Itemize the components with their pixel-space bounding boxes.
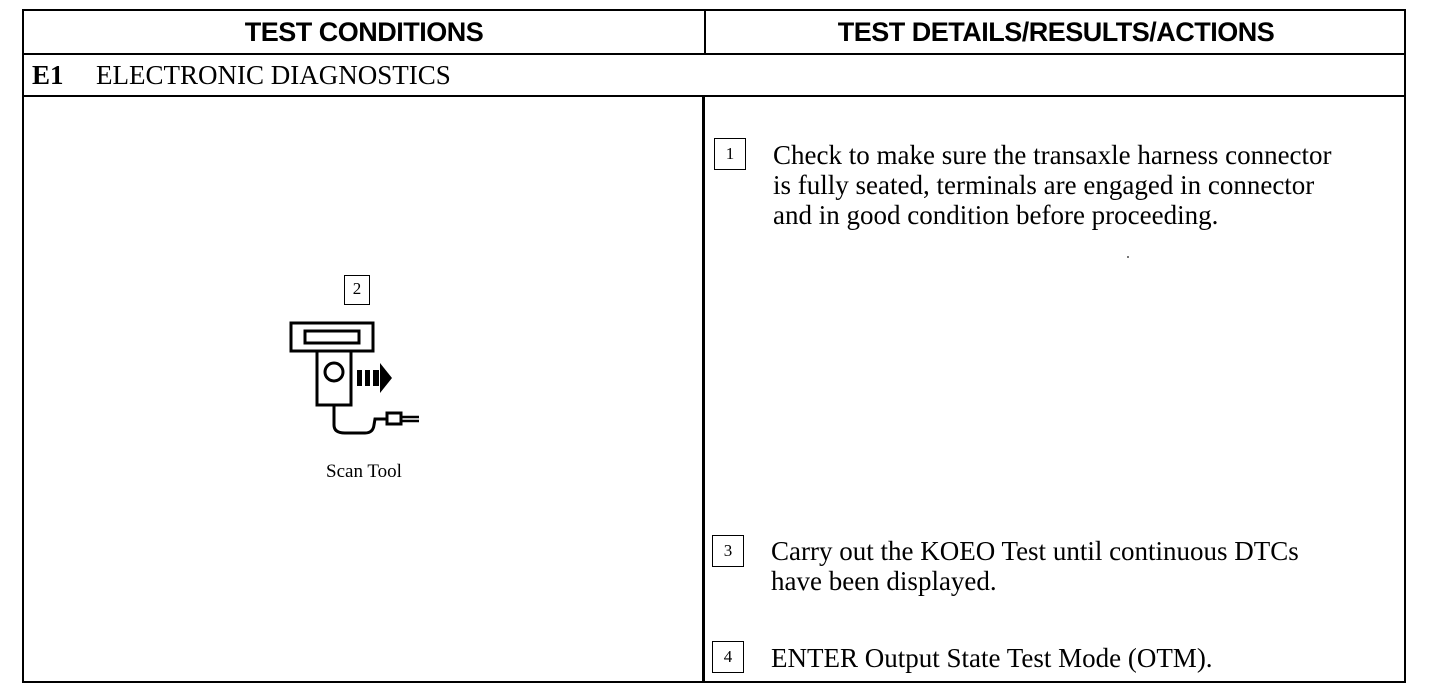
step-1-line-3: and in good condition before proceeding. [773, 200, 1219, 230]
test-conditions-header: TEST CONDITIONS [244, 17, 484, 47]
test-details-header: TEST DETAILS/RESULTS/ACTIONS [837, 17, 1275, 47]
test-procedure-table [22, 9, 1406, 683]
step-3-number-box: 3 [712, 535, 744, 567]
step-4-line-1: ENTER Output State Test Mode (OTM). [771, 643, 1213, 673]
column-divider [702, 97, 705, 683]
scan-tool-caption: Scan Tool [326, 461, 402, 482]
section-row [32, 55, 451, 95]
step-2-number-box: 2 [344, 275, 370, 305]
stray-mark [1127, 256, 1129, 258]
step-1-text [773, 140, 1332, 230]
scan-tool-icon [279, 311, 439, 451]
step-1-line-2: is fully seated, terminals are engaged in connector [773, 170, 1315, 200]
section-rule [24, 95, 1404, 97]
section-title: ELECTRONIC DIAGNOSTICS [96, 60, 451, 90]
step-3-text [771, 536, 1299, 596]
step-1-line-1: Check to make sure the transaxle harness connector [773, 140, 1332, 170]
step-4-text [771, 643, 1213, 673]
step-3-line-2: have been displayed. [771, 566, 997, 596]
step-4-number-box: 4 [712, 641, 744, 673]
step-3-line-1: Carry out the KOEO Test until continuous DTCs [771, 536, 1299, 566]
section-code: E1 [32, 60, 64, 90]
step-1-number-box: 1 [714, 138, 746, 170]
